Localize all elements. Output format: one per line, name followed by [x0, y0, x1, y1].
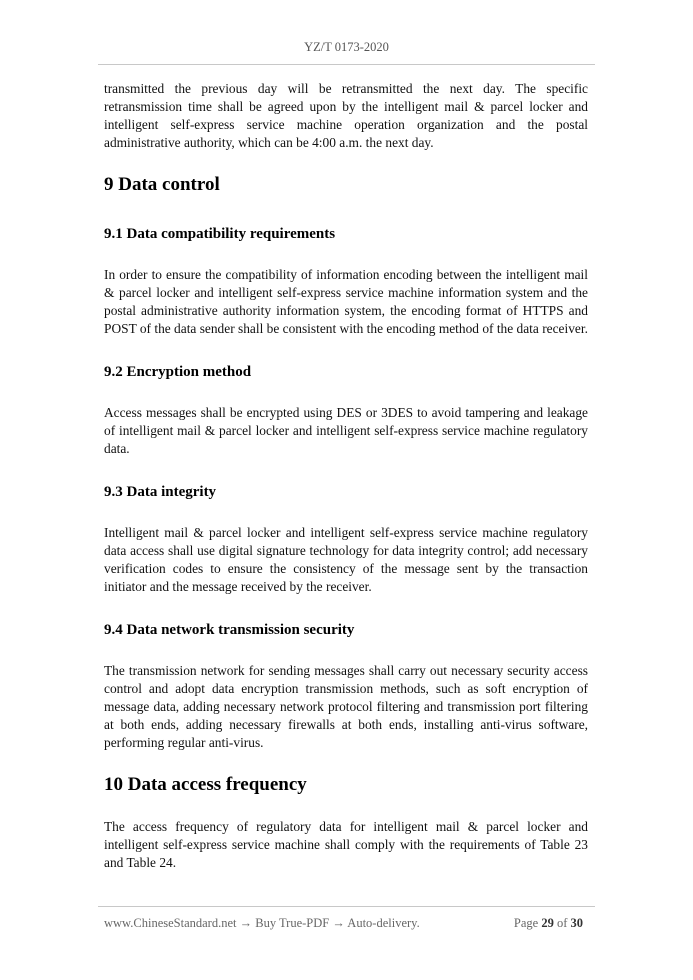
section-9-1-text: In order to ensure the compatibility of information encoding between the intelligent mail & parcel locker and intelligent self-express service machine information system and the postal administrative authority information system, the encoding format of HTTPS and POST of the data sender shall be consistent with the encoding method of the data receiver.	[104, 267, 588, 336]
section-9-4-heading: 9.4 Data network transmission security	[104, 622, 355, 638]
section-9-3-heading: 9.3 Data integrity	[104, 484, 217, 500]
section-9-heading: 9 Data control	[104, 174, 220, 195]
section-10-text: The access frequency of regulatory data for intelligent mail & parcel locker and intelligent self-express service machine shall comply with the requirements of Table 23 and Table 24.	[104, 819, 588, 870]
page-content	[104, 80, 588, 872]
section-9-2-text: Access messages shall be encrypted using DES or 3DES to avoid tampering and leakage of intelligent mail & parcel locker and intelligent self-express service machine regulatory data.	[104, 405, 588, 456]
of-label: of	[556, 916, 568, 930]
section-10-heading: 10 Data access frequency	[104, 774, 307, 795]
page-indicator	[514, 916, 583, 931]
intro-paragraph: transmitted the previous day will be retransmitted the next day. The specific retransmission time shall be agreed upon by the intelligent mail & parcel locker and intelligent self-express service machine operation organization and the postal administrative authority, which can be 4:00 a.m. the next day.	[104, 81, 588, 150]
section-9-4-text: The transmission network for sending messages shall carry out necessary security access control and adopt data encryption transmission methods, such as soft encryption of message data, adding necessary network protocol filtering and transmission port filtering at both ends, adding necessary firewalls at both ends, installing anti-virus software, performing regular anti-virus.	[104, 663, 588, 750]
header-divider	[98, 64, 595, 65]
footer-divider	[98, 906, 595, 907]
section-9-3-text: Intelligent mail & parcel locker and intelligent self-express service machine regulatory data access shall use digital signature technology for data integrity control; add necessary verification codes to ensure the consistency of the message sent by the transaction initiator and the message received by the receiver.	[104, 525, 588, 594]
section-9-2-heading: 9.2 Encryption method	[104, 364, 252, 380]
page-label: Page	[513, 916, 539, 930]
page-number: 29	[541, 916, 554, 930]
document-code-header: YZ/T 0173-2020	[304, 40, 389, 54]
footer-source-text: www.ChineseStandard.net → Buy True-PDF → Auto-delivery.	[104, 916, 420, 930]
total-pages: 30	[570, 916, 583, 930]
section-9-1-heading: 9.1 Data compatibility requirements	[104, 226, 336, 242]
